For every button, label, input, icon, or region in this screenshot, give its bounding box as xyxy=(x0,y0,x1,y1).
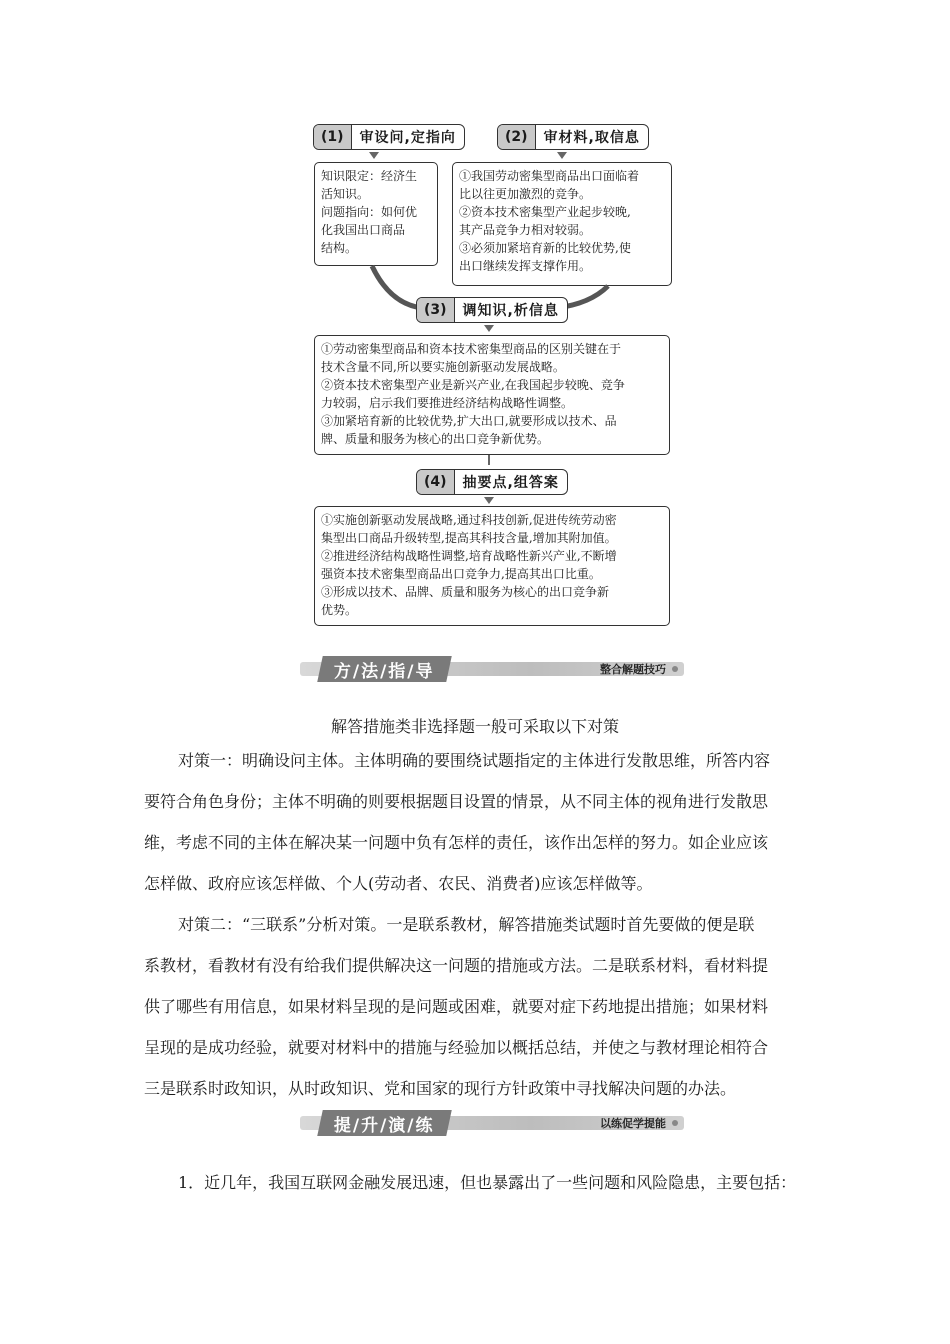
box-line: ③加紧培育新的比较优势,扩大出口,就要形成以技术、品 xyxy=(321,414,617,428)
paragraph-line: 供了哪些有用信息，如果材料呈现的是问题或困难，就要对症下药地提出措施；如果材料 xyxy=(144,997,769,1016)
paragraph-line: 对策一：明确设问主体。主体明确的要围绕试题指定的主体进行发散思维，所答内容 xyxy=(178,751,771,770)
box-line: 集型出口商品升级转型,提高其科技含量,增加其附加值。 xyxy=(321,531,617,545)
arrow-down-icon xyxy=(484,325,494,332)
box-line: ③必须加紧培育新的比较优势,使 xyxy=(459,241,631,255)
paragraph-line: 维，考虑不同的主体在解决某一问题中负有怎样的责任，该作出怎样的努力。如企业应该 xyxy=(144,833,769,852)
step-label: 抽要点,组答案 xyxy=(462,475,559,491)
box-line: 结构。 xyxy=(321,241,358,255)
paragraph-line: 呈现的是成功经验，就要对材料中的措施与经验加以概括总结，并使之与教材理论相符合 xyxy=(144,1038,769,1057)
bullet-icon xyxy=(672,666,678,672)
paragraph-line: 对策二：“三联系”分析对策。一是联系教材，解答措施类试题时首先要做的便是联 xyxy=(178,915,755,934)
box-line: 强资本技术密集型商品出口竞争力,提高其出口比重。 xyxy=(321,567,601,581)
step-3-header xyxy=(416,297,568,323)
box-line: ①实施创新驱动发展战略,通过科技创新,促进传统劳动密 xyxy=(321,513,617,527)
box-line: 活知识。 xyxy=(321,187,370,201)
box-knowledge-analysis xyxy=(314,335,670,455)
box-line: 比以往更加激烈的竞争。 xyxy=(459,187,592,201)
step-number: (1) xyxy=(314,125,352,149)
step-number: (3) xyxy=(417,298,455,322)
box-line: 出口继续发挥支撑作用。 xyxy=(459,259,592,273)
section-heading: 解答措施类非选择题一般可采取以下对策 xyxy=(330,717,619,736)
box-line: 化我国出口商品 xyxy=(321,223,406,237)
step-1-header xyxy=(313,124,465,150)
box-line: ①劳动密集型商品和资本技术密集型商品的区别关键在于 xyxy=(321,342,622,356)
strategy-1-paragraph xyxy=(144,740,814,904)
box-line: ②推进经济结构战略性调整,培育战略性新兴产业,不断增 xyxy=(321,549,617,563)
strategy-2-paragraph xyxy=(144,904,814,1109)
step-label: 审材料,取信息 xyxy=(543,130,640,146)
box-line: 牌、质量和服务为核心的出口竞争新优势。 xyxy=(321,432,550,446)
arrow-down-icon xyxy=(484,497,494,504)
step-label: 调知识,析信息 xyxy=(462,303,559,319)
box-line: ②资本技术密集型产业起步较晚, xyxy=(459,205,631,219)
section-banner-method xyxy=(300,656,684,682)
step-4-header xyxy=(416,469,568,495)
step-2-header xyxy=(497,124,649,150)
box-line: 知识限定：经济生 xyxy=(321,169,418,183)
box-knowledge-scope xyxy=(314,162,438,266)
box-line: 优势。 xyxy=(321,603,358,617)
box-line: 问题指向：如何优 xyxy=(321,205,418,219)
box-line: 技术含量不同,所以要实施创新驱动发展战略。 xyxy=(321,360,565,374)
banner-subtitle: 整合解题技巧 xyxy=(600,663,666,676)
bullet-icon xyxy=(672,1120,678,1126)
paragraph-line: 要符合角色身份；主体不明确的则要根据题目设置的情景，从不同主体的视角进行发散思 xyxy=(144,792,769,811)
connector-line xyxy=(488,455,490,465)
banner-title-text: 提/升/演/练 xyxy=(334,1115,435,1136)
banner-title xyxy=(317,1110,451,1136)
step-number: (2) xyxy=(498,125,536,149)
paragraph-line: 系教材，看教材有没有给我们提供解决这一问题的措施或方法。二是联系材料，看材料提 xyxy=(144,956,769,975)
banner-title-text: 方/法/指/导 xyxy=(334,661,435,682)
banner-subtitle: 以练促学提能 xyxy=(600,1117,666,1130)
step-number: (4) xyxy=(417,470,455,494)
box-line: ②资本技术密集型产业是新兴产业,在我国起步较晚、竞争 xyxy=(321,378,625,392)
step-label: 审设问,定指向 xyxy=(359,130,456,146)
question-1: 1．近几年，我国互联网金融发展迅速，但也暴露出了一些问题和风险隐患，主要包括： xyxy=(178,1173,797,1192)
paragraph-line: 怎样做、政府应该怎样做、个人(劳动者、农民、消费者)应该怎样做等。 xyxy=(144,874,653,893)
arrow-down-icon xyxy=(369,152,379,159)
box-line: ①我国劳动密集型商品出口面临着 xyxy=(459,169,640,183)
box-line: 其产品竞争力相对较弱。 xyxy=(459,223,592,237)
arrow-down-icon xyxy=(557,152,567,159)
section-banner-practice xyxy=(300,1110,684,1136)
box-line: ③形成以技术、品牌、质量和服务为核心的出口竞争新 xyxy=(321,585,610,599)
box-line: 力较弱，启示我们要推进经济结构战略性调整。 xyxy=(321,396,574,410)
box-answer-points xyxy=(314,506,670,626)
banner-title xyxy=(317,656,451,682)
paragraph-line: 三是联系时政知识，从时政知识、党和国家的现行方针政策中寻找解决问题的办法。 xyxy=(144,1079,737,1098)
